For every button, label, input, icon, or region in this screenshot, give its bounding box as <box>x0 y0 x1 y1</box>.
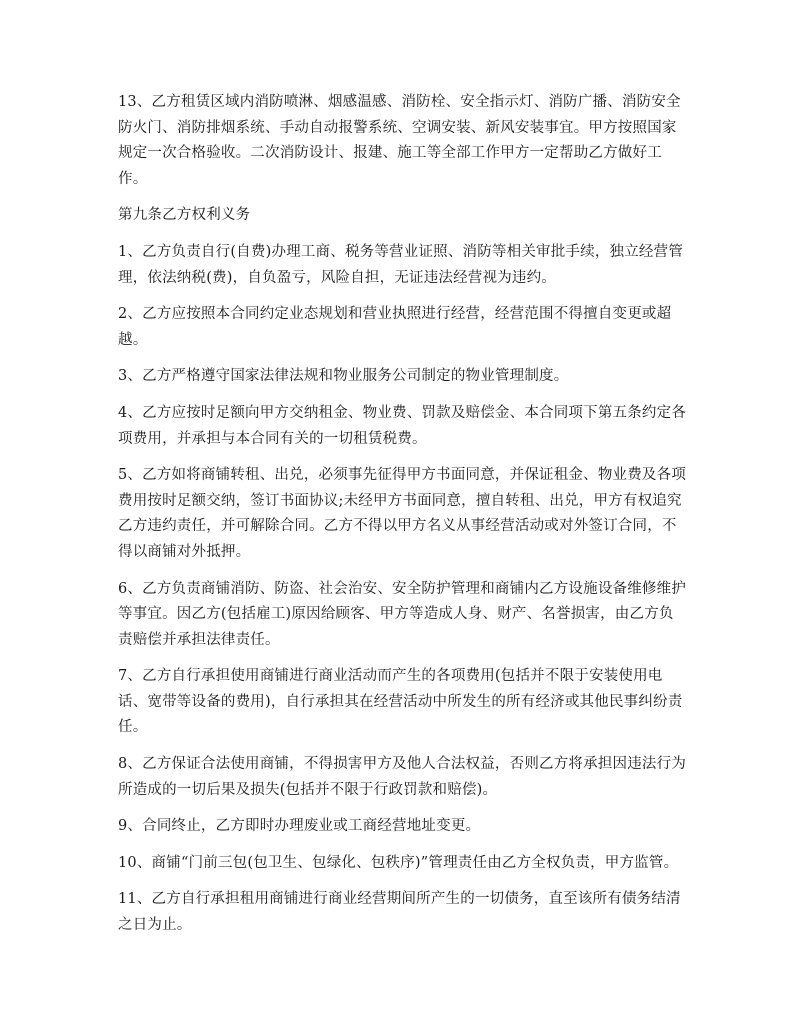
clause-13-fire-safety: 13、乙方租赁区域内消防喷淋、烟感温感、消防栓、安全指示灯、消防广播、消防安全防火门、消防排烟系统、手动自动报警系统、空调安装、新风安装事宜。甲方按照国家规定一次合格验收。二次消防设计、报建、施工等全部工作甲方一定帮助乙方做好工作。 <box>118 94 681 187</box>
clause-3-regulations: 3、乙方严格遵守国家法律法规和物业服务公司制定的物业管理制度。 <box>118 368 569 385</box>
clause-7-expenses: 7、乙方自行承担使用商铺进行商业活动而产生的各项费用(包括并不限于安装使用电话、宽带等设备的费用)，自行承担其在经营活动中所发生的所有经济或其他民事纠纷责任。 <box>118 668 683 736</box>
clause-5-sublease: 5、乙方如将商铺转租、出兑，必须事先征得甲方书面同意，并保证租金、物业费及各项费用按时足额交纳，签订书面协议;未经甲方书面同意，擅自转租、出兑，甲方有权追究乙方违约责任，并可解除合同。乙方不得以甲方名义从事经营活动或对外签订合同，不得以商铺对外抵押。 <box>118 467 687 560</box>
clause-10-storefront: 10、商铺“门前三包(包卫生、包绿化、包秩序)”管理责任由乙方全权负责，甲方监管。 <box>118 854 679 871</box>
clause-2-business-scope: 2、乙方应按照本合同约定业态规划和营业执照进行经营，经营范围不得擅自变更或超越。 <box>118 306 672 348</box>
clause-4-payments: 4、乙方应按时足额向甲方交纳租金、物业费、罚款及赔偿金、本合同项下第五条约定各项费用，并承担与本合同有关的一切租赁税费。 <box>118 404 687 447</box>
clause-6-security: 6、乙方负责商铺消防、防盗、社会治安、安全防护管理和商铺内乙方设施设备维修维护等事宜。因乙方(包括雇工)原因给顾客、甲方等造成人身、财产、名誉损害，由乙方负责赔偿并承担法律责任。 <box>118 580 687 648</box>
document-page <box>118 90 688 950</box>
clause-8-lawful-use: 8、乙方保证合法使用商铺，不得损害甲方及他人合法权益，否则乙方将承担因违法行为所造成的一切后果及损失(包括并不限于行政罚款和赔偿)。 <box>118 756 687 798</box>
clause-1-licenses: 1、乙方负责自行(自费)办理工商、税务等营业证照、消防等相关审批手续，独立经营管理，依法纳税(费)，自负盈亏，风险自担，无证违法经营视为违约。 <box>118 243 684 286</box>
section-heading-article-9: 第九条乙方权利义务 <box>118 207 251 224</box>
clause-9-termination: 9、合同终止，乙方即时办理废业或工商经营地址变更。 <box>118 818 481 835</box>
clause-11-debts: 11、乙方自行承担租用商铺进行商业经营期间所产生的一切债务，直至该所有债务结清之日为止。 <box>118 891 681 934</box>
